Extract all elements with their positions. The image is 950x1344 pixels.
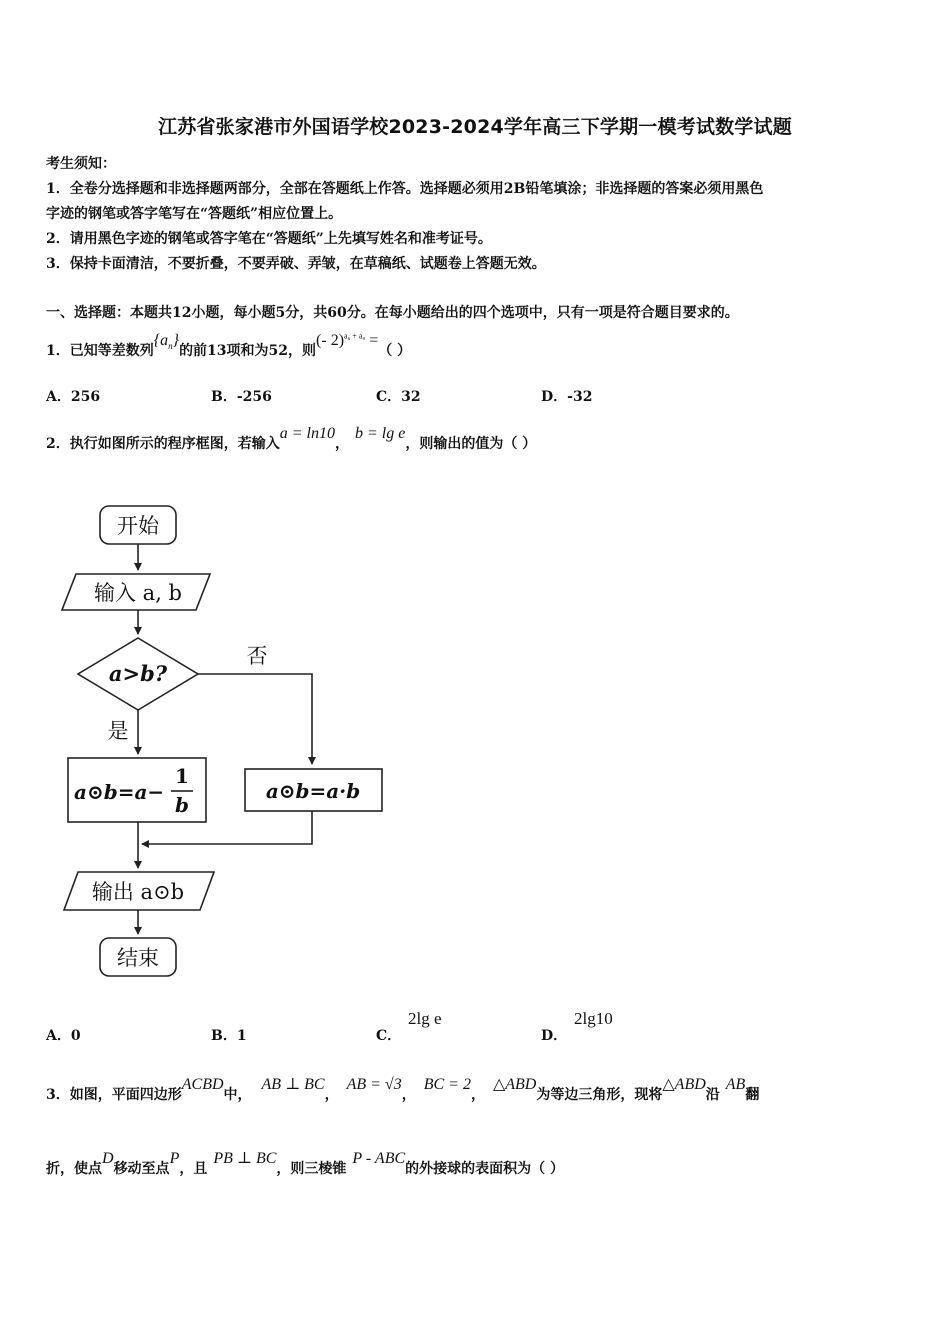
notice-heading: 考生须知： — [46, 156, 116, 172]
q3-math-edge: AB — [725, 1076, 746, 1093]
q1-text-3: （ ） — [378, 343, 412, 359]
q1-math-power: (- 2)$^{a_6 + a_8}$ = — [316, 331, 379, 349]
section-heading: 一、选择题：本题共12小题，每小题5分，共60分。在每小题给出的四个选项中，只有一项是符合题目要求的。 — [46, 305, 739, 321]
fraction-denominator: b — [175, 793, 189, 817]
q3-text-2: 中， — [223, 1087, 252, 1103]
q1-text-1: 1．已知等差数列 — [46, 343, 154, 359]
q3-math-perp: AB ⊥ BC — [261, 1076, 325, 1093]
q2-option-d-math: 2lg10 — [574, 1009, 613, 1028]
q2-option-c-math: 2lg e — [408, 1009, 442, 1028]
question-3-line-1 — [46, 1076, 760, 1104]
q1-option-d: D．-32 — [541, 389, 593, 405]
no-process-label: a⊙b=a·b — [265, 779, 361, 803]
fraction-numerator: 1 — [175, 764, 189, 788]
notice-item-1-cont: 字迹的钢笔或答字笔写在“答题纸”相应位置上。 — [46, 206, 343, 222]
condition-label: a>b? — [108, 661, 168, 686]
no-label: 否 — [246, 644, 268, 668]
flowchart — [50, 498, 410, 988]
q2-text-2: ， — [335, 436, 349, 452]
q3-text-7: 沿 — [705, 1087, 720, 1103]
q2-option-a: A．0 — [46, 1028, 81, 1044]
q3-math-pyramid: P - ABC — [352, 1150, 406, 1167]
q3-math-pb: PB ⊥ BC — [213, 1150, 277, 1167]
q2-option-b: B．1 — [211, 1028, 247, 1044]
q3-math-tri-1: △ABD — [492, 1076, 537, 1093]
q3-math-p: P — [169, 1150, 180, 1167]
q1-option-a: A．256 — [46, 389, 101, 405]
q3-l2-text-5: 的外接球的表面积为（ ） — [405, 1161, 565, 1177]
q3-l2-text-3: ，且 — [179, 1161, 208, 1177]
q1-math-sequence: $\{a_n\}$ — [153, 332, 180, 352]
input-label: 输入 a, b — [94, 581, 182, 605]
q2-text-3: ，则输出的值为（ ） — [405, 436, 537, 452]
page-title: 江苏省张家港市外国语学校2023-2024学年高三下学期一模考试数学试题 — [158, 116, 792, 138]
question-3-line-2 — [46, 1150, 565, 1178]
start-label: 开始 — [117, 514, 159, 538]
q1-text-2: 的前13项和为52，则 — [179, 343, 317, 359]
q3-text-5: ， — [470, 1087, 485, 1103]
q3-text-8: 翻 — [745, 1087, 760, 1103]
output-label: 输出 a⊙b — [91, 880, 185, 904]
q1-option-c: C．32 — [376, 389, 421, 405]
q1-option-b: B．-256 — [211, 389, 272, 405]
notice-item-1: 1．全卷分选择题和非选择题两部分，全部在答题纸上作答。选择题必须用2B铅笔填涂；非选择题的答案必须用黑色 — [46, 181, 764, 197]
yes-label: 是 — [107, 719, 129, 743]
notice-item-3: 3．保持卡面清洁，不要折叠，不要弄破、弄皱，在草稿纸、试题卷上答题无效。 — [46, 256, 546, 272]
q3-math-tri-2: △ABD — [662, 1076, 706, 1093]
q3-text-3: ， — [324, 1087, 339, 1103]
q3-text-4: ， — [401, 1087, 416, 1103]
q2-math-b: b = lg e — [355, 425, 406, 442]
q3-text-1: 3．如图，平面四边形 — [46, 1087, 182, 1103]
end-label: 结束 — [117, 946, 159, 970]
q3-math-bc: BC = 2 — [423, 1076, 471, 1093]
question-1 — [46, 331, 412, 361]
q2-math-a: a = ln10 — [279, 425, 335, 442]
q2-text-1: 2．执行如图所示的程序框图，若输入 — [46, 436, 280, 452]
q3-l2-text-4: ，则三棱锥 — [276, 1161, 347, 1177]
q3-math-d: D — [102, 1150, 114, 1167]
q2-option-c: C． — [376, 1028, 402, 1044]
q3-l2-text-2: 移动至点 — [113, 1161, 170, 1177]
question-2 — [46, 425, 537, 453]
q3-math-quad: ACBD — [181, 1076, 224, 1093]
q3-math-ab: AB = √3 — [346, 1076, 402, 1093]
q3-l2-text-1: 折，使点 — [46, 1161, 102, 1177]
q3-text-6: 为等边三角形，现将 — [536, 1087, 663, 1103]
yes-process-label: a⊙b=a− — [74, 780, 165, 804]
notice-item-2: 2．请用黑色字迹的钢笔或答字笔在“答题纸”上先填写姓名和准考证号。 — [46, 231, 492, 247]
q2-option-d: D． — [541, 1028, 568, 1044]
